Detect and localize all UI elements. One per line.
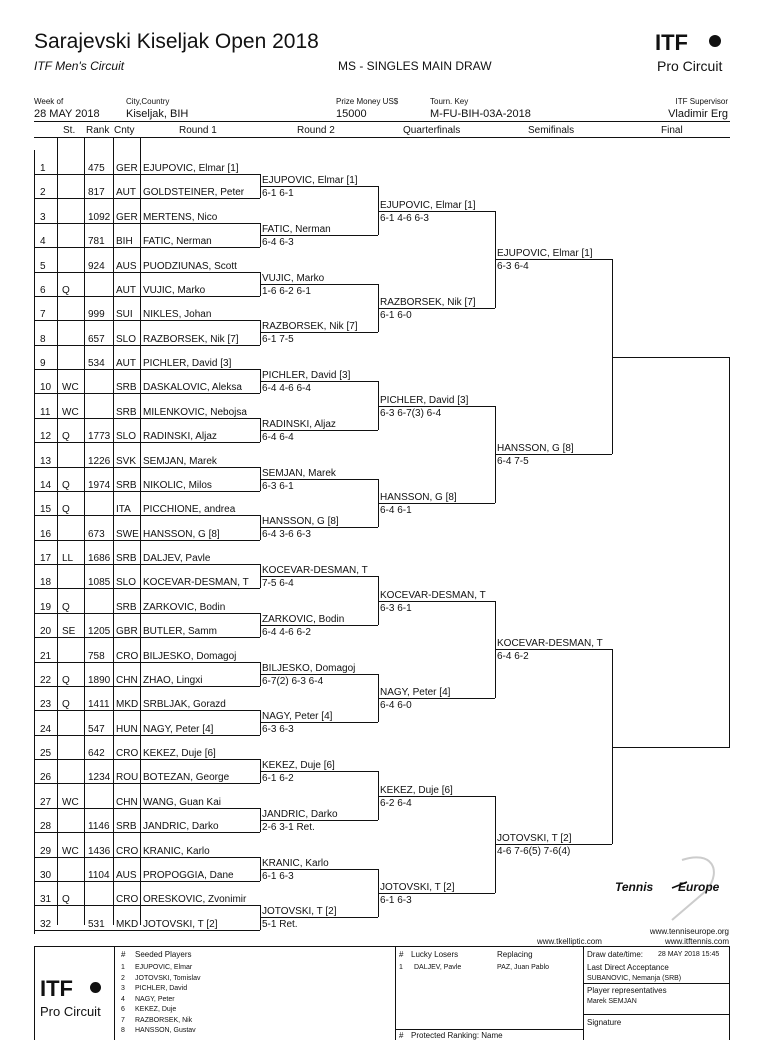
r1-player-name: BOTEZAN, George	[143, 772, 230, 784]
draw-position: 4	[40, 236, 46, 248]
signature-label: Signature	[587, 1018, 622, 1027]
player-rank: 1436	[88, 845, 111, 857]
r2-score: 6-4 6-3	[262, 236, 294, 248]
ll-number: 1	[399, 964, 403, 971]
week-label: Week of	[34, 97, 64, 106]
col-st: St.	[63, 125, 76, 136]
r1-player-name: JANDRIC, Darko	[143, 821, 219, 833]
ball-icon	[90, 982, 101, 993]
draw-position: 22	[40, 674, 52, 686]
r2-player-name: JOTOVSKI, T [2]	[262, 906, 337, 918]
player-country: ROU	[116, 772, 139, 784]
r1-player-name: KEKEZ, Duje [6]	[143, 748, 216, 759]
player-country: SRB	[116, 821, 137, 833]
sf-score: 6-4 7-5	[497, 456, 529, 468]
draw-position: 24	[40, 723, 52, 735]
player-status: Q	[62, 699, 70, 711]
r1-player-name: MILENKOVIC, Nebojsa	[143, 406, 247, 418]
r1-player-name: PICCHIONE, andrea	[143, 504, 236, 516]
sf-score: 6-4 6-2	[497, 651, 529, 663]
seeded-title: Seeded Players	[135, 950, 192, 959]
player-status: WC	[62, 845, 79, 857]
qf-player-name: KEKEZ, Duje [6]	[380, 784, 453, 796]
tournament-title: Sarajevski Kiseljak Open 2018	[34, 30, 319, 53]
draw-position: 8	[40, 333, 46, 345]
r2-player-name: KOCEVAR-DESMAN, T	[262, 565, 368, 577]
player-rank: 1686	[88, 553, 111, 564]
player-rank: 1104	[88, 869, 110, 881]
itf-logo-subtext: Pro Circuit	[657, 58, 723, 74]
seed-number: 8	[121, 1027, 125, 1034]
r2-score: 6-4 3-6 6-3	[262, 529, 311, 541]
col-cnty: Cnty	[114, 125, 135, 136]
player-country: SWE	[116, 528, 139, 540]
seed-name: HANSSON, Gustav	[135, 1027, 196, 1034]
r1-player-name: MERTENS, Nico	[143, 211, 218, 223]
r1-player-name: DALJEV, Pavle	[143, 553, 211, 564]
player-country: GBR	[116, 626, 138, 638]
r1-player-name: EJUPOVIC, Elmar [1]	[143, 163, 239, 174]
sf-player-name: HANSSON, G [8]	[497, 443, 574, 455]
itf-footer-text: ITF	[40, 976, 73, 1001]
draw-date-value: 28 MAY 2018 15:45	[658, 951, 720, 958]
player-status: Q	[62, 504, 70, 516]
qf-score: 6-2 6-4	[380, 797, 412, 809]
player-country: AUT	[116, 187, 136, 199]
draw-position: 1	[40, 163, 46, 174]
player-rank: 1092	[88, 211, 111, 223]
r1-player-name: KRANIC, Karlo	[143, 845, 210, 857]
player-status: Q	[62, 284, 70, 296]
draw-position: 3	[40, 211, 46, 223]
ball-icon	[709, 35, 721, 47]
player-country: HUN	[116, 723, 138, 735]
draw-position: 9	[40, 358, 46, 369]
player-country: SRB	[116, 479, 137, 491]
player-country: CRO	[116, 845, 139, 857]
r2-score: 5-1 Ret.	[262, 919, 298, 931]
city-value: Kiseljak, BIH	[126, 108, 189, 120]
qf-player-name: PICHLER, David [3]	[380, 394, 469, 406]
col-qf: Quarterfinals	[403, 125, 461, 136]
draw-position: 18	[40, 577, 52, 589]
r2-player-name: JANDRIC, Darko	[262, 808, 338, 820]
player-rank: 1411	[88, 699, 110, 711]
seed-name: KEKEZ, Duje	[135, 1006, 177, 1013]
player-country: CRO	[116, 894, 139, 906]
player-country: CHN	[116, 674, 138, 686]
r2-score: 6-1 7-5	[262, 334, 294, 346]
tennis-text: Tennis	[615, 880, 654, 894]
player-country: MKD	[116, 918, 139, 930]
seed-name: RAZBORSEK, Nik	[135, 1016, 193, 1024]
player-status: WC	[62, 382, 79, 394]
player-status: LL	[62, 553, 74, 564]
draw-position: 25	[40, 748, 52, 759]
url-tenniseurope[interactable]: www.tenniseurope.org	[649, 927, 729, 936]
r1-player-name: ZARKOVIC, Bodin	[143, 601, 226, 613]
player-rank: 1234	[88, 772, 111, 784]
sf-player-name: KOCEVAR-DESMAN, T	[497, 638, 603, 650]
r1-player-name: JOTOVSKI, T [2]	[143, 918, 218, 930]
ll-replacing: PAZ, Juan Pablo	[497, 964, 550, 971]
player-status: SE	[62, 626, 76, 638]
player-country: GER	[116, 211, 138, 223]
ll-name: DALJEV, Pavle	[414, 964, 462, 971]
r2-player-name: KEKEZ, Duje [6]	[262, 760, 335, 772]
player-rank: 1773	[88, 431, 111, 443]
r2-score: 6-7(2) 6-3 6-4	[262, 675, 324, 687]
player-rank: 1146	[88, 821, 110, 833]
col-rank: Rank	[86, 125, 110, 136]
player-rank: 547	[88, 723, 105, 735]
rep-1: Marek SEMJAN	[587, 998, 637, 1005]
europe-text: Europe	[678, 880, 720, 894]
col-r2: Round 2	[297, 125, 335, 136]
player-country: SRB	[116, 553, 137, 564]
r1-player-name: NIKLES, Johan	[143, 309, 212, 321]
r1-player-name: BILJESKO, Domagoj	[143, 650, 237, 662]
protected-hash: #	[399, 1031, 404, 1040]
sf-score: 4-6 7-6(5) 7-6(4)	[497, 846, 571, 858]
seeded-hash: #	[121, 950, 126, 959]
draw-position: 2	[40, 187, 46, 199]
player-rank: 1226	[88, 455, 111, 467]
draw-date-label: Draw date/time:	[587, 950, 644, 959]
seed-name: EJUPOVIC, Elmar	[135, 964, 193, 971]
r2-score: 2-6 3-1 Ret.	[262, 821, 315, 833]
draw-position: 13	[40, 455, 52, 467]
seed-name: NAGY, Peter	[135, 995, 175, 1003]
sf-score: 6-3 6-4	[497, 261, 529, 273]
ll-title: Lucky Losers	[411, 950, 459, 959]
player-rank: 999	[88, 309, 105, 321]
player-country: AUT	[116, 284, 136, 296]
qf-score: 6-3 6-7(3) 6-4	[380, 407, 442, 419]
qf-score: 6-1 4-6 6-3	[380, 212, 429, 224]
itf-footer-subtext: Pro Circuit	[40, 1004, 101, 1019]
r2-score: 6-4 4-6 6-2	[262, 626, 311, 638]
player-status: WC	[62, 406, 79, 418]
r1-player-name: KOCEVAR-DESMAN, T	[143, 577, 249, 589]
player-rank: 534	[88, 358, 105, 369]
player-country: GER	[116, 163, 138, 174]
supervisor-value: Vladimir Erg	[668, 108, 728, 120]
r2-player-name: VUJIC, Marko	[262, 272, 325, 284]
seed-name: PICHLER, David	[135, 985, 188, 992]
r2-score: 6-4 6-4	[262, 431, 294, 443]
r2-player-name: FATIC, Nerman	[262, 223, 331, 235]
player-status: Q	[62, 674, 70, 686]
itf-logo-text: ITF	[655, 30, 688, 55]
qf-player-name: JOTOVSKI, T [2]	[380, 882, 455, 894]
r1-player-name: BUTLER, Samm	[143, 626, 217, 638]
seed-number: 3	[121, 985, 125, 992]
player-status: Q	[62, 479, 70, 491]
r1-player-name: NAGY, Peter [4]	[143, 723, 214, 735]
r2-score: 6-1 6-1	[262, 188, 294, 200]
itf-logo-top	[655, 30, 735, 80]
player-country: BIH	[116, 236, 133, 248]
r2-score: 6-3 6-1	[262, 480, 294, 492]
r1-player-name: ORESKOVIC, Zvonimir	[143, 894, 247, 906]
sf-player-name: EJUPOVIC, Elmar [1]	[497, 248, 593, 260]
draw-position: 28	[40, 821, 52, 833]
draw-position: 26	[40, 772, 52, 784]
draw-position: 32	[40, 918, 52, 930]
r1-player-name: DASKALOVIC, Aleksa	[143, 382, 242, 394]
week-value: 28 MAY 2018	[34, 108, 100, 120]
draw-type: MS - SINGLES MAIN DRAW	[338, 59, 492, 73]
player-country: AUT	[116, 358, 136, 369]
draw-position: 16	[40, 528, 52, 540]
qf-player-name: EJUPOVIC, Elmar [1]	[380, 199, 476, 211]
r2-score: 7-5 6-4	[262, 578, 294, 590]
player-rank: 657	[88, 333, 105, 345]
player-country: CHN	[116, 796, 138, 808]
supervisor-label: ITF Supervisor	[675, 97, 728, 106]
player-country: SLO	[116, 577, 137, 589]
draw-position: 23	[40, 699, 52, 711]
sf-player-name: JOTOVSKI, T [2]	[497, 833, 572, 845]
player-rank: 1205	[88, 626, 111, 638]
col-sf: Semifinals	[528, 125, 575, 136]
player-rank: 817	[88, 187, 105, 199]
tennis-europe-logo	[612, 850, 732, 925]
seed-number: 7	[121, 1016, 125, 1024]
player-status: Q	[62, 601, 70, 613]
player-country: SVK	[116, 455, 137, 467]
player-rank: 475	[88, 163, 105, 174]
qf-player-name: RAZBORSEK, Nik [7]	[380, 297, 476, 309]
r2-player-name: SEMJAN, Marek	[262, 467, 336, 479]
player-country: MKD	[116, 699, 139, 711]
player-rank: 642	[88, 748, 105, 759]
player-country: SUI	[116, 309, 133, 321]
r1-player-name: WANG, Guan Kai	[143, 796, 221, 808]
circuit-name: ITF Men's Circuit	[34, 59, 125, 73]
key-value: M-FU-BIH-03A-2018	[430, 108, 531, 120]
player-rank: 781	[88, 236, 105, 248]
player-country: CRO	[116, 650, 139, 662]
player-rank: 1890	[88, 674, 111, 686]
player-country: AUS	[116, 260, 137, 272]
draw-position: 11	[40, 406, 51, 418]
draw-position: 27	[40, 796, 52, 808]
draw-position: 6	[40, 284, 46, 296]
r1-player-name: SRBLJAK, Gorazd	[143, 699, 226, 711]
r2-player-name: BILJESKO, Domagoj	[262, 662, 356, 674]
r2-score: 1-6 6-2 6-1	[262, 285, 311, 297]
key-label: Tourn. Key	[430, 97, 469, 106]
r2-player-name: NAGY, Peter [4]	[262, 711, 333, 723]
player-country: CRO	[116, 748, 139, 759]
player-country: SLO	[116, 333, 137, 345]
qf-score: 6-1 6-0	[380, 310, 412, 322]
player-rank: 1085	[88, 577, 111, 589]
player-country: SRB	[116, 406, 137, 418]
r2-player-name: RAZBORSEK, Nik [7]	[262, 321, 358, 333]
r2-player-name: EJUPOVIC, Elmar [1]	[262, 175, 358, 187]
seed-number: 6	[121, 1006, 125, 1013]
r1-player-name: SEMJAN, Marek	[143, 455, 217, 467]
lda-value: SUBANOVIC, Nemanja (SRB)	[587, 975, 682, 982]
r1-player-name: GOLDSTEINER, Peter	[143, 187, 245, 199]
r2-player-name: RADINSKI, Aljaz	[262, 418, 336, 430]
r1-player-name: RAZBORSEK, Nik [7]	[143, 333, 239, 345]
qf-player-name: KOCEVAR-DESMAN, T	[380, 589, 486, 601]
seed-number: 1	[121, 964, 125, 971]
draw-position: 15	[40, 504, 52, 516]
draw-position: 29	[40, 845, 52, 857]
draw-position: 20	[40, 626, 52, 638]
qf-player-name: NAGY, Peter [4]	[380, 687, 451, 699]
player-rank: 531	[88, 918, 105, 930]
r2-player-name: ZARKOVIC, Bodin	[262, 613, 345, 625]
player-rank: 673	[88, 528, 105, 540]
r1-player-name: PICHLER, David [3]	[143, 358, 232, 369]
player-country: SLO	[116, 431, 137, 443]
seed-number: 4	[121, 995, 125, 1003]
qf-score: 6-1 6-3	[380, 895, 412, 907]
protected-title: Protected Ranking: Name	[411, 1031, 503, 1040]
r2-score: 6-3 6-3	[262, 724, 294, 736]
draw-position: 19	[40, 601, 52, 613]
player-status: Q	[62, 431, 70, 443]
draw-position: 7	[40, 309, 46, 321]
r1-player-name: NIKOLIC, Milos	[143, 479, 212, 491]
qf-player-name: HANSSON, G [8]	[380, 492, 457, 504]
seed-number: 2	[121, 974, 125, 982]
lda-label: Last Direct Acceptance	[587, 963, 669, 972]
r1-player-name: PUODZIUNAS, Scott	[143, 260, 237, 272]
r2-player-name: KRANIC, Karlo	[262, 857, 329, 869]
city-label: City,Country	[126, 97, 170, 106]
r1-player-name: PROPOGGIA, Dane	[143, 869, 234, 881]
draw-position: 14	[40, 479, 52, 491]
r2-score: 6-1 6-3	[262, 870, 294, 882]
draw-position: 21	[40, 650, 52, 662]
qf-score: 6-3 6-1	[380, 602, 412, 614]
col-r1: Round 1	[179, 125, 217, 136]
r2-score: 6-4 4-6 6-4	[262, 383, 311, 395]
col-final: Final	[661, 125, 683, 136]
player-rank: 758	[88, 650, 105, 662]
player-status: WC	[62, 796, 79, 808]
player-country: AUS	[116, 869, 137, 881]
player-country: SRB	[116, 382, 137, 394]
draw-position: 31	[40, 894, 52, 906]
url-tkelliptic[interactable]: www.tkelliptic.com	[537, 937, 602, 946]
player-country: ITA	[116, 504, 131, 516]
r2-score: 6-1 6-2	[262, 773, 294, 785]
url-itftennis[interactable]: www.itftennis.com	[664, 937, 729, 946]
prize-label: Prize Money US$	[336, 97, 399, 106]
draw-position: 5	[40, 260, 46, 272]
replacing-title: Replacing	[497, 950, 533, 959]
qf-score: 6-4 6-0	[380, 700, 412, 712]
reps-label: Player representatives	[587, 986, 667, 995]
player-rank: 1974	[88, 479, 111, 491]
draw-position: 10	[40, 382, 52, 394]
r2-player-name: PICHLER, David [3]	[262, 370, 351, 382]
player-rank: 924	[88, 260, 105, 272]
player-status: Q	[62, 894, 70, 906]
ll-hash: #	[399, 950, 404, 959]
seed-name: JOTOVSKI, Tomislav	[135, 974, 201, 982]
r1-player-name: RADINSKI, Aljaz	[143, 431, 217, 443]
r1-player-name: VUJIC, Marko	[143, 284, 206, 296]
draw-position: 12	[40, 431, 52, 443]
prize-value: 15000	[336, 108, 367, 120]
r1-player-name: FATIC, Nerman	[143, 236, 212, 248]
r1-player-name: HANSSON, G [8]	[143, 528, 220, 540]
draw-position: 17	[40, 553, 52, 564]
itf-logo-footer	[38, 976, 112, 1028]
r1-player-name: ZHAO, Lingxi	[143, 674, 203, 686]
draw-position: 30	[40, 869, 52, 881]
qf-score: 6-4 6-1	[380, 505, 412, 517]
r2-player-name: HANSSON, G [8]	[262, 516, 339, 528]
player-country: SRB	[116, 601, 137, 613]
